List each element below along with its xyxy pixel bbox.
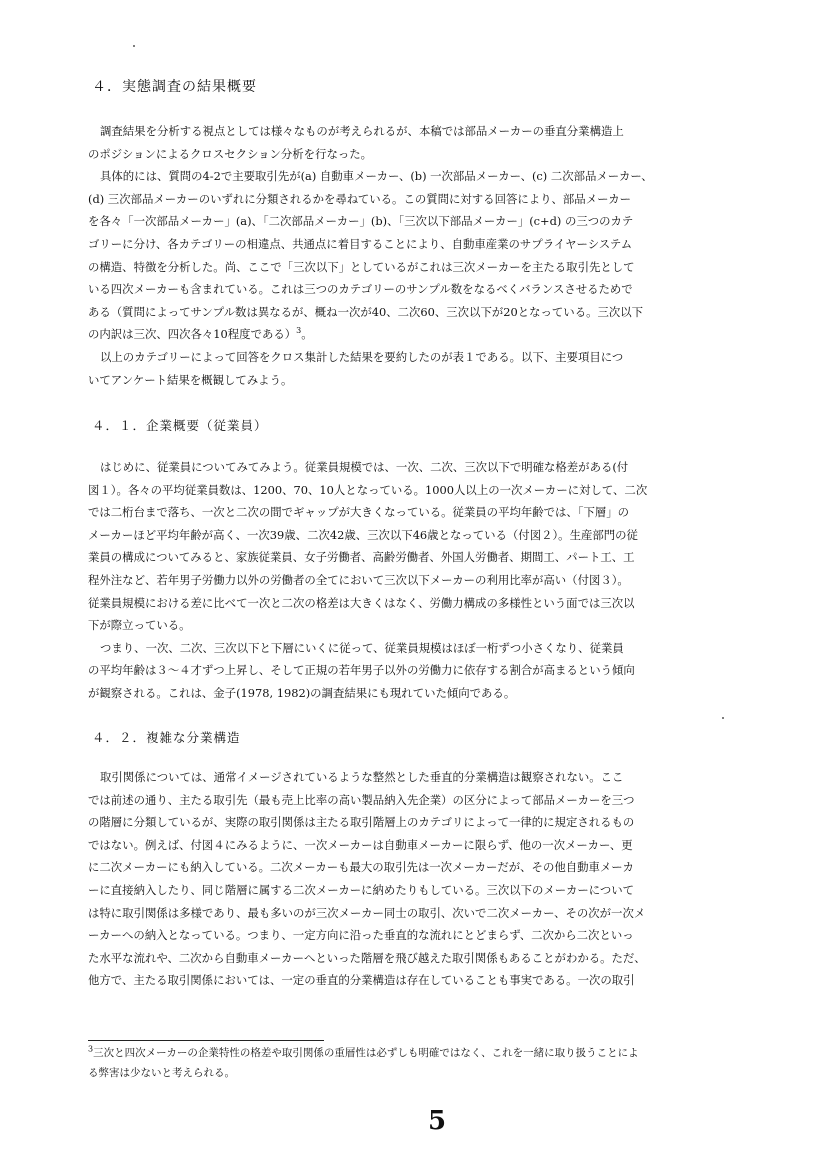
section-4-2-heading: ４．２．複雑な分業構造 bbox=[92, 730, 241, 745]
body-line: ーに直接納入したり、同じ階層に属する二次メーカーに納めたりもしている。三次以下のメーカーについて bbox=[88, 882, 635, 897]
body-line: た水平な流れや、二次から自動車メーカーへといった階層を飛び越えた取引関係もあることがわかる。ただ、 bbox=[88, 950, 646, 965]
section-4-1-heading: ４．１．企業概要（従業員） bbox=[92, 418, 268, 433]
body-line: ではない。例えば、付図４にみるように、一次メーカーは自動車メーカーに限らず、他の一次メーカー、更 bbox=[88, 837, 633, 852]
body-line: つまり、一次、二次、三次以下と下層にいくに従って、従業員規模はほぼ一桁ずつ小さくなり、従業員 bbox=[100, 640, 624, 655]
body-line: 以上のカテゴリーによって回答をクロス集計した結果を要約したのが表１である。以下、主要項目につ bbox=[100, 349, 624, 364]
footnote-divider bbox=[88, 1040, 324, 1041]
footnote-text: 三次と四次メーカーの企業特性の格差や取引関係の重層性は必ずしも明確ではなく、これを一緒に取り扱うことによ bbox=[93, 1047, 639, 1059]
body-text: 。 bbox=[301, 327, 313, 342]
scan-speck bbox=[133, 45, 135, 47]
body-line: ある（質問によってサンプル数は異なるが、概ね一次が40、二次60、三次以下が20となっている。三次以下 bbox=[88, 304, 644, 319]
section-4-2-body bbox=[88, 766, 768, 992]
page-number: 5 bbox=[428, 1106, 447, 1136]
body-line: 図１）。各々の平均従業員数は、1200、70、10人となっている。1000人以上の一次メーカーに対して、二次 bbox=[88, 482, 648, 497]
body-line: を各々「一次部品メーカー」(a)、「二次部品メーカー」(b)、「三次以下部品メーカー」(c+d) の三つのカテ bbox=[88, 214, 634, 229]
body-line: の平均年齢は３～４才ずつ上昇し、そして正規の若年男子以外の労働力に依存する割合が高まるという傾向 bbox=[88, 663, 635, 678]
body-line: 下が際立っている。 bbox=[88, 618, 191, 633]
body-line: のポジションによるクロスセクション分析を行なった。 bbox=[88, 146, 373, 161]
body-line: はじめに、従業員についてみてみよう。従業員規模では、一次、二次、三次以下で明確な格差がある(付 bbox=[100, 460, 629, 474]
body-line: が観察される。これは、金子(1978, 1982)の調査結果にも現れていた傾向である。 bbox=[88, 685, 516, 700]
footnote bbox=[88, 1043, 778, 1083]
body-line: 従業員規模における差に比べて一次と二次の格差は大きくはなく、労働力構成の多様性という面では三次以 bbox=[88, 595, 635, 610]
body-line: 取引関係については、通常イメージされているような整然とした垂直的分業構造は観察されない。ここ bbox=[100, 770, 624, 784]
body-line: の階層に分類しているが、実際の取引関係は主たる取引階層上のカテゴリによって一律的に規定されるもの bbox=[88, 815, 635, 830]
footnote-line: る弊害は少ないと考えられる。 bbox=[88, 1067, 235, 1079]
body-line: いる四次メーカーも含まれている。これは三つのカテゴリーのサンプル数をなるべくバランスさせるためで bbox=[88, 282, 633, 297]
scan-speck bbox=[722, 717, 724, 719]
body-line: 調査結果を分析する視点としては様々なものが考えられるが、本稿では部品メーカーの垂直分業構造上 bbox=[100, 124, 624, 138]
section-4-intro bbox=[88, 120, 768, 391]
body-line: 程外注など、若年男子労働力以外の労働者の全てにおいて三次以下メーカーの利用比率が高い（付図３）。 bbox=[88, 572, 629, 587]
body-line: では前述の通り、主たる取引先（最も売上比率の高い製品納入先企業）の区分によって部品メーカーを三つ bbox=[88, 792, 635, 807]
body-line: 業員の構成についてみると、家族従業員、女子労働者、高齢労働者、外国人労働者、期間工、パート工、工 bbox=[88, 550, 635, 565]
body-line: ーカーへの納入となっている。つまり、一定方向に沿った垂直的な流れにとどまらず、二次から二次といっ bbox=[88, 928, 634, 943]
body-line: では二桁台まで落ち、一次と二次の間でギャップが大きくなっている。従業員の平均年齢では、「下層」の bbox=[88, 505, 630, 520]
section-4-1-body bbox=[88, 456, 768, 705]
body-line: ゴリーに分け、各カテゴリーの相違点、共通点に着目することにより、自動車産業のサプライヤーシステム bbox=[88, 236, 633, 251]
footnote-line bbox=[88, 1043, 778, 1063]
body-line: メーカーほど平均年齢が高く、一次39歳、二次42歳、三次以下46歳となっている（付図２）。生産部門の従 bbox=[88, 527, 638, 542]
body-text: の内訳は三次、四次各々10程度である） bbox=[88, 327, 297, 342]
body-line: の構造、特徴を分析した。尚、ここで「三次以下」としているがこれは三次メーカーを主たる取引先として bbox=[88, 259, 635, 274]
footnote-marker: 3 bbox=[88, 1044, 94, 1054]
body-line-with-footnote bbox=[88, 323, 768, 346]
body-line: 具体的には、質問の4-2で主要取引先が(a) 自動車メーカー、(b) 一次部品メーカー、(c) 二次部品メーカー、 bbox=[100, 169, 653, 184]
body-line: に二次メーカーにも納入している。二次メーカーも最大の取引先は一次メーカーだが、その他自動車メーカ bbox=[88, 860, 634, 875]
body-line: いてアンケート結果を概観してみよう。 bbox=[88, 372, 293, 387]
body-line: (d) 三次部品メーカーのいずれに分類されるかを尋ねている。この質問に対する回答により、部品メーカー bbox=[88, 191, 632, 206]
body-line: は特に取引関係は多様であり、最も多いのが三次メーカー同士の取引、次いで二次メーカー、その次が一次メ bbox=[88, 905, 646, 920]
body-line: 他方で、主たる取引関係においては、一定の垂直的分業構造は存在していることも事実である。一次の取引 bbox=[88, 973, 635, 988]
section-4-heading: ４．実態調査の結果概要 bbox=[92, 79, 257, 95]
footnote-reference: 3 bbox=[296, 326, 302, 336]
